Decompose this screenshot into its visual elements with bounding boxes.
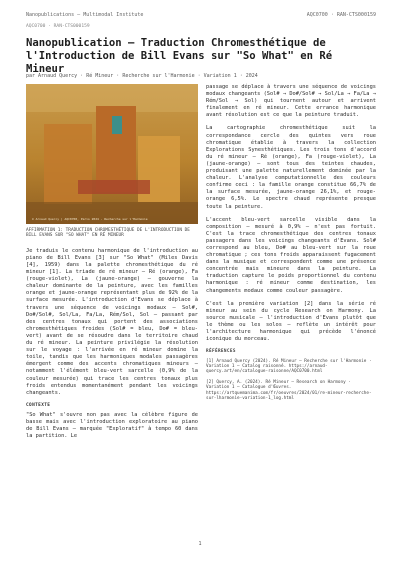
- header-right: AQC0700 · RAN-CTS000159: [306, 12, 376, 18]
- running-header: [26, 12, 376, 18]
- painting-figure: [26, 84, 198, 224]
- header-left: Nanopublications — Multimodal Institute: [26, 12, 144, 18]
- claim-paragraph: Je traduis le contenu harmonique de l'introduction au piano de Bill Evans [3] sur "So What" (Miles Davis [4], 1959) dans la palette chromesthétique du ré mineur [1]. La triade de ré mineur — Ré (orange), Fa (rouge-violet), La (jaune-orange) — gouverne la chaleur dominante de la peinture, avec les familles orange et jaune-orange représentant plus de 92% de la surface mesurée. L'introduction d'Evans se déplace à travers une séquence de voicings modaux — Sol#, Do#/Sol#, Sol/La, Fa/La, Rém/Sol, Sol — passant par des centres tonaux qui portent des associations chromesthétiques froides (Sol# = bleu, Do# = bleu-vert) avant de se résoudre dans le territoire chaud du ré mineur. La peinture privilégie la résolution sur le voyage : l'arrivée en ré mineur domine la toile, tandis que les harmoniques modales passagères émergent comme des accents chromatiques mineurs — notamment l'élément bleu-vert sarcelle (0,9% de la couleur mesurée) qui trace les centres tonaux plus froids entendus momentanément pendant les voicings changeants.: [26, 247, 198, 396]
- right-column: [206, 84, 376, 406]
- body-paragraph: C'est la première variation [2] dans la série ré mineur au sein du cycle Research on Harmony. La source musicale — l'introduction d'Evans plutôt que le thème ou les solos — reflète un intérêt pour l'architecture harmonique qui précède l'énoncé iconique du morceau.: [206, 300, 376, 343]
- references-heading: RÉFÉRENCES: [206, 349, 236, 355]
- figure-credit: © Arnaud Quercy | AQC0700, Paris 2024 · Recherche sur l'Harmonie: [32, 217, 148, 221]
- figure-caption: AFFIRMATION 1: TRADUCTION CHROMESTHÉTIQUE DE L'INTRODUCTION DE BILL EVANS SUR "SO WHAT" EN RÉ MINEUR: [26, 228, 190, 239]
- reference-item: [1] Arnaud Quercy (2024). Ré Mineur — Recherche sur l'Harmonie · Variation 1 — Catalog raisonné. https://arnaud-quercy.art/en/catalogue-raisonne/AQC0700.html: [206, 358, 372, 375]
- body-paragraph: La cartographie chromesthétique suit la correspondance cercle des quintes vers roue chromatique établie à travers la collection Explorations Synesthétiques. Les trois tons d'accord du ré mineur — Ré (orange), Fa (rouge-violet), La (jaune-orange) — sont tous des teintes chaudes, produisant une palette naturellement dominée par la chaleur. L'analyse computationnelle des couleurs confirme ceci : la famille orange constitue 66,7% de la surface mesurée, jaune-orange 26,1%, et rouge-orange 6,5%. Le spectre chaud représente presque toute la peinture.: [206, 125, 376, 210]
- body-paragraph: passage se déplace à travers une séquence de voicings modaux changeants (Sol# → Do#/Sol# → Sol/La → Fa/La → Rém/Sol → Sol) qui tournent autour et arrivent finalement en ré mineur. Cette errance harmonique avant résolution est ce que la peinture traduit.: [206, 84, 376, 119]
- byline: par Arnaud Quercy · Ré Mineur · Recherche sur l'Harmonie · Variation 1 · 2024: [26, 73, 258, 79]
- context-paragraph: "So What" s'ouvre non pas avec la célèbre figure de basse mais avec l'introduction exploratoire au piano de Bill Evans — marquée "Exploratif" à tempo 60 dans la partition. Le: [26, 411, 198, 440]
- painting-block-red: [78, 180, 150, 194]
- references-section: [206, 349, 376, 401]
- doi-line: AQC0700 · RAN-CTS000159: [26, 24, 90, 29]
- painting-image: [26, 84, 198, 224]
- paper-title: Nanopublication — Traduction Chromesthétique de l'Introduction de Bill Evans sur "So What" en Ré Mineur: [26, 37, 333, 75]
- body-paragraph: L'accent bleu-vert sarcelle visible dans la composition — mesuré à 0,9% — n'est pas fortuit. C'est la trace chromesthétique des centres tonaux passagers dans les voicings changeants d'Evans. Sol# correspond au bleu, Do# au bleu-vert sur la roue chromatique ; ces tons froids apparaissent fugacement dans la musique et correspondent comme une présence concentrée mais mineure dans la peinture. La traduction capture le poids proportionnel du contenu harmonique : ré mineur comme destination, les changements modaux comme couleur passagère.: [206, 216, 376, 294]
- painting-block-teal: [112, 116, 122, 134]
- page-number: 1: [198, 541, 202, 547]
- reference-item: [2] Quercy, A. (2024). Ré Mineur — Research on Harmony · Variation 1 — Catalogue d'Œuvres. https://artquemanima.com/fr/oeuvres/2024/01/re-mineur-recherche-sur-lharmonie-variation-1_log.html: [206, 379, 372, 402]
- left-column: [26, 84, 198, 446]
- context-heading: CONTEXTE: [26, 402, 51, 408]
